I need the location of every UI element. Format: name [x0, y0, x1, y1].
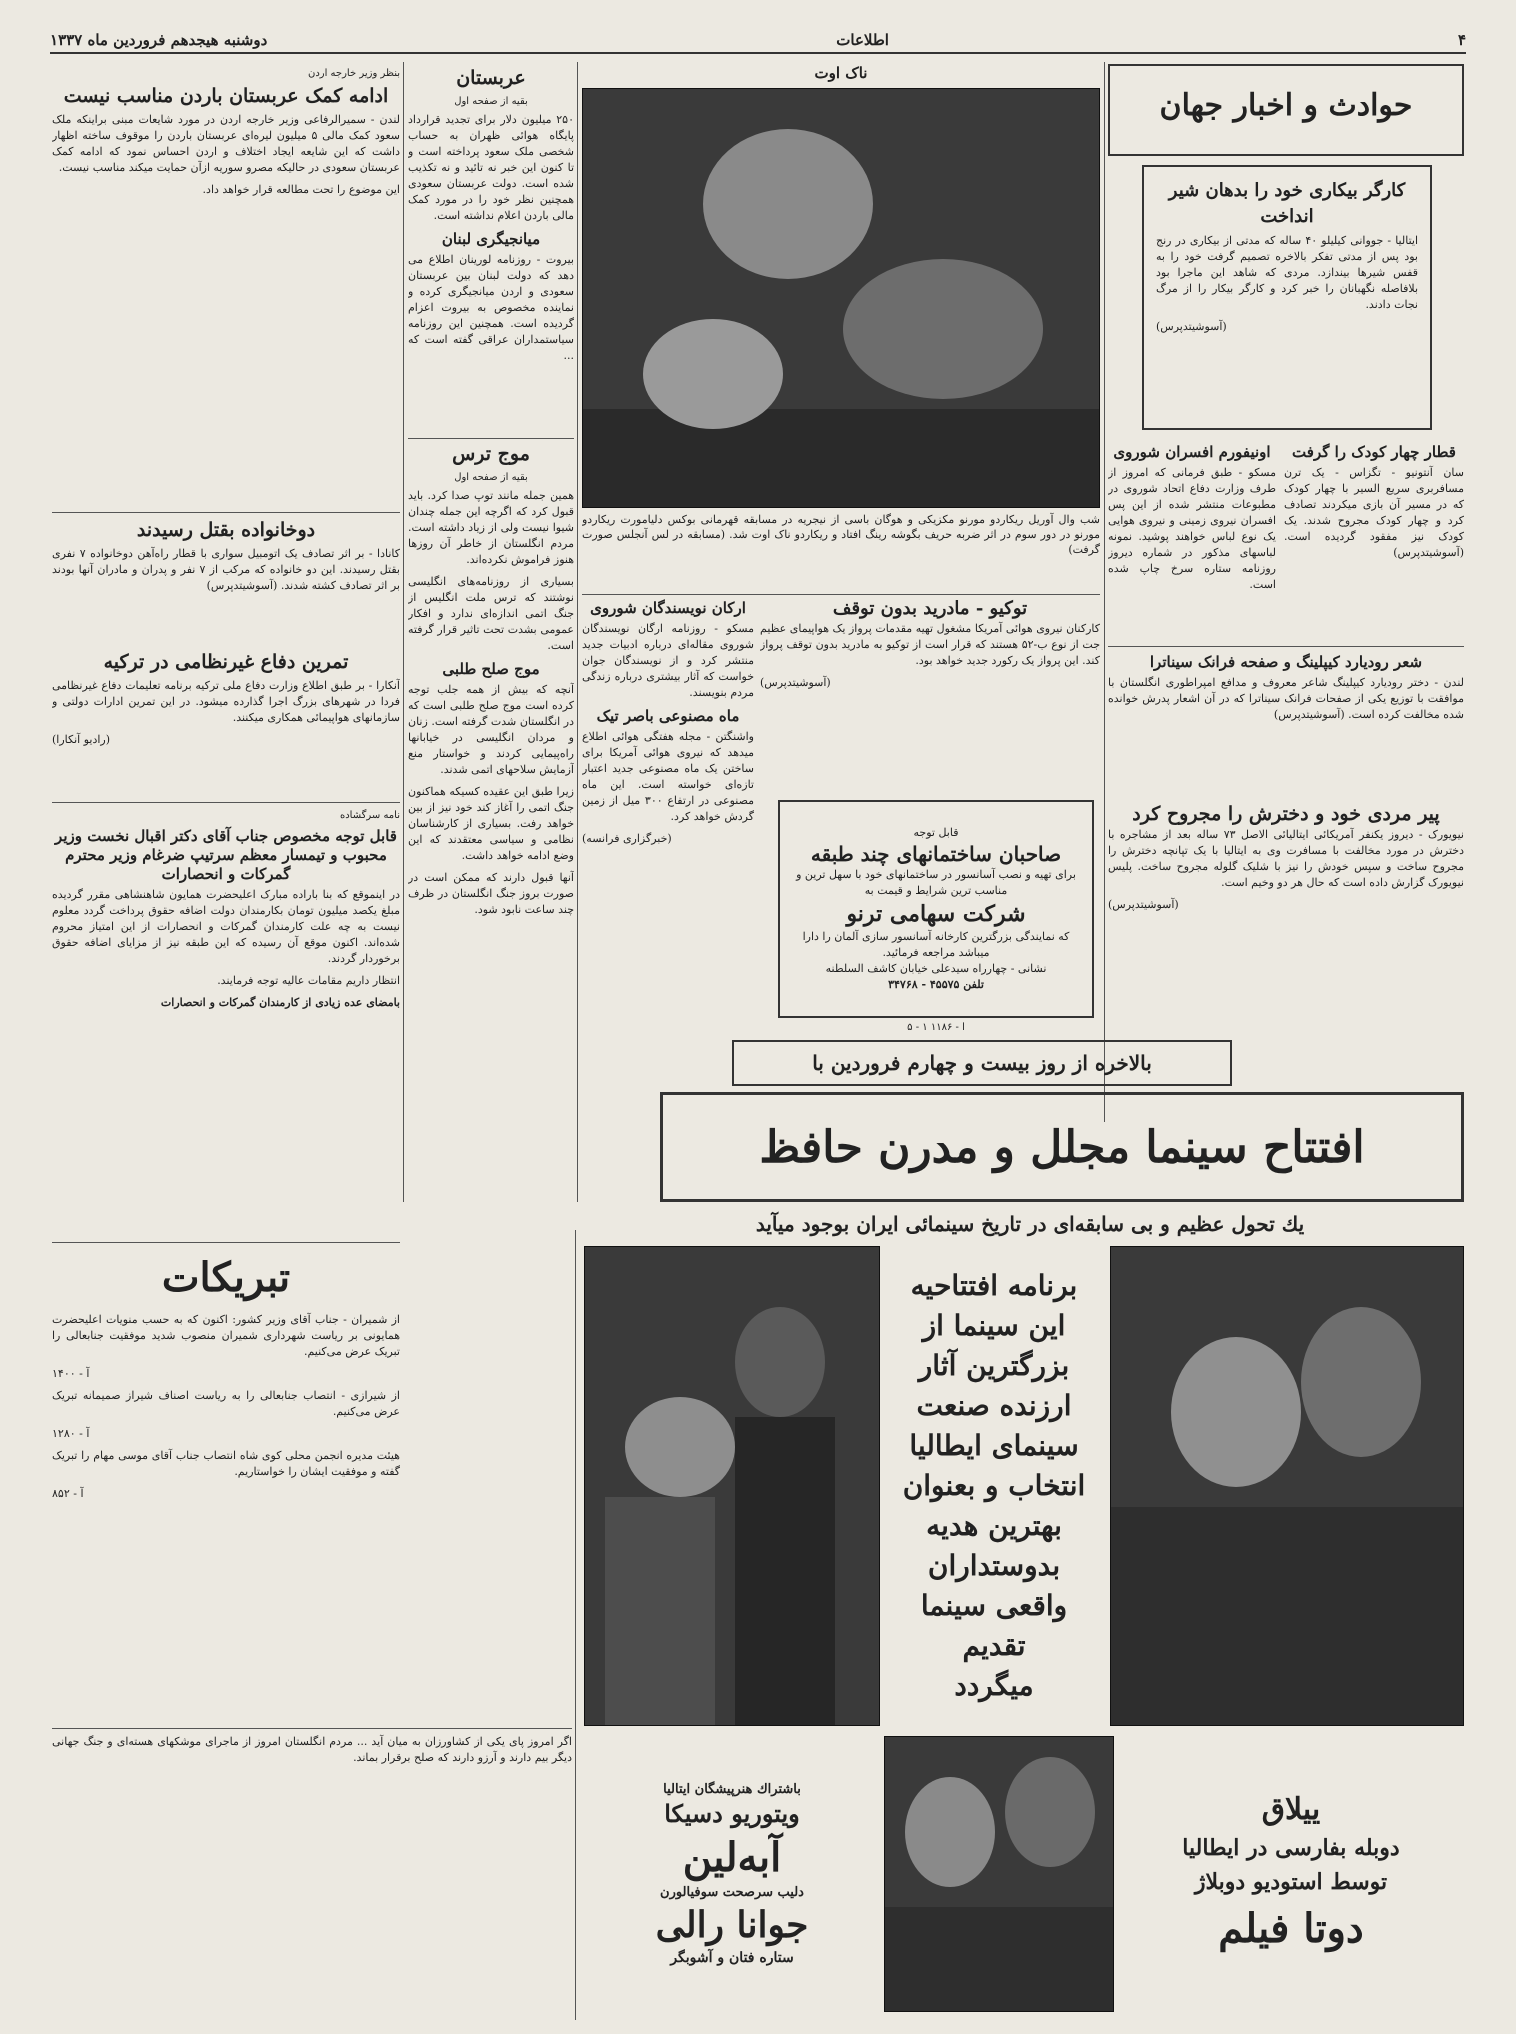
program-line: تقدیم [962, 1629, 1026, 1662]
credits-bottom: ستاره فتان و آشوبگر [670, 1950, 794, 1966]
elevator-kicker: قابل توجه [913, 826, 959, 839]
page-number: ۴ [1457, 31, 1466, 49]
wounded-text: نیویورک - دیروز یکنفر آمریکائی ایتالیائی الاصل ۷۳ ساله بعد از مشاجره با دخترش در مورد مخالفت با مسافرت وی به ایتالیا با یک تپانچه دخترش را مجروح ساخت و سپس خودش را نیز با شلیک گلوله مجروح ساخت. پلیس نیویورک گزارش داده است که حال هر دو وخیم است. [1108, 828, 1464, 889]
open-letter-kicker: نامه سرگشاده [339, 810, 400, 821]
elevator-address: نشانی - چهارراه سیدعلی خیابان کاشف السلطنه [825, 962, 1047, 975]
fear-wave-sub: بقیه از صفحه اول [454, 472, 528, 483]
film-still-portrait [884, 1736, 1114, 2012]
tokyo-text: کارکنان نیروی هوائی آمریکا مشغول تهیه مقدمات پرواز یک هواپیمای عظیم جت از نوع ب-۵۲ هستند که قرار است از توکیو به مادرید بدون توقف پرواز کند. این پرواز یک رکورد جدید خواهد بود. [760, 622, 1100, 667]
congratulations-code: آ - ۸۵۲ [52, 1487, 84, 1500]
congratulations-section [52, 1246, 400, 1726]
turkey-text: آنکارا - بر طبق اطلاع وزارت دفاع ملی ترکیه برنامه تعلیمات دفاع غیرنظامی فردا در شهرهای بزرگ اجرا گذارده میشود. در این تمرین ادارات دولتی و سازمانهای هواپیمائی همکاری میکنند. [52, 679, 400, 724]
unemployed-worker-box [1142, 165, 1432, 430]
tokyo-title: توکیو - مادرید بدون توقف [832, 598, 1028, 619]
jordan-title: ادامه کمک عربستان باردن مناسب نیست [63, 85, 389, 107]
elevator-title: صاحبان ساختمانهای چند طبقه [810, 842, 1062, 866]
turkey-title: تمرین دفاع غیرنظامی در ترکیه [103, 651, 349, 673]
dubbing-line: دوبله بفارسی در ایطالیا [1182, 1835, 1400, 1861]
star-name-2: جوانا رالی [655, 1904, 809, 1946]
soviet-writers-title: ارکان نویسندگان شوروی [590, 599, 746, 617]
jordan-kicker: بنظر وزیر خارجه اردن [307, 68, 400, 79]
wounded-article [1108, 802, 1464, 1024]
boxing-caption: شب وال آوریل ریکاردو مورنو مکزیکی و هوگان باسی از نیجریه در مسابقه قهرمانی بوکس دلیامورت ریکاردو مورنو در دور سوم در اثر ضربه حریف بگوشه رینگ افتاد و ریکاردو ناک اوت شد. (مسابقه در لس آنجلس صورت گرفت) [582, 513, 1100, 556]
uniform-text: مسکو - طبق فرمانی که امروز از طرف وزارت دفاع اتحاد شوروی در مطبوعات منتشر شده از این پس افسران نیروی زمینی و نیروی هوایی یک نوع لباس خواهند پوشید. نمونه لباسهای مذکور در شماره دیروز روزنامه ستاره سرخ چاپ شده است. [1108, 466, 1276, 591]
fear-wave-text-3: آنچه که بیش از همه جلب توجه کرده است موج صلح طلبی است که در انگلستان شدت گرفته است. زنان و مردان انگلیسی در خیابانها راه‌پیمایی کردند و خواستار منع آزمایش سلاحهای اتمی شدند. [408, 683, 574, 776]
bottom-left-paragraph: اگر امروز پای یکی از کشاورزان به میان آید ... مردم انگلستان امروز از ماجرای موشکهای هسته‌ای و جنگ جهانی دیگر بیم دارند و آرزو دارند که صلح برقرار بماند. [52, 1735, 572, 1764]
program-line: واقعی سینما [920, 1589, 1068, 1622]
congratulations-item: از شیرازی - انتصاب جنابعالی را به ریاست اصناف شیراز صمیمانه تبریک عرض می‌کنیم. [52, 1389, 400, 1418]
divider [582, 594, 1100, 595]
fear-wave-text-5: آنها قبول دارند که ممکن است در صورت بروز جنگ انگلستان در ظرف چند ساعت نابود شود. [408, 871, 574, 916]
star-name-1: ویتوریو دسیکا [664, 1799, 800, 1828]
program-line: ارزنده صنعت [916, 1389, 1072, 1422]
fear-wave-title: موج ترس [452, 443, 530, 465]
column-divider [577, 62, 578, 1202]
soviet-writers-text: مسکو - روزنامه ارگان نویسندگان شوروی مقاله‌ای درباره ادبیات جدید منتشر کرد و از نویسندگان جوان خواست که آثار بیشتری درباره زندگی مردم بنویسند. [582, 622, 754, 699]
unemployed-worker-title: کارگر بیکاری خود را بدهان شیر انداخت [1168, 180, 1406, 227]
masthead [50, 28, 1466, 54]
program-line: این سینما از [922, 1309, 1066, 1342]
film-still-couple [584, 1246, 880, 1726]
open-letter-signature: بامضای عده زیادی از کارمندان گمرکات و انحصارات [160, 996, 400, 1009]
unemployed-worker-text: ایتالیا - جووانی کیلیلو ۴۰ ساله که مدتی از بیکاری در رنج بود پس از مدتی تفکر بالاخره تصمیم گرفت خود را به قفس شیرها بیندازد. مردی که شاهد این ماجرا بود بلافاصله نگهبانان را خبر کرد و کارگر بیکار را از مرگ نجات دادند. [1156, 234, 1419, 311]
elevator-text-2: که نمایندگی بزرگترین کارخانه آسانسور سازی آلمان را دارا میباشد مراجعه فرمائید. [802, 930, 1070, 959]
elevator-phone: تلفن ۴۵۵۷۵ - ۳۴۷۶۸ [888, 978, 984, 991]
column-divider [575, 1230, 576, 2020]
cinema-title: افتتاح سینما مجلل و مدرن حافظ [660, 1092, 1464, 1202]
divider [52, 512, 400, 513]
arabia-sub: بقیه از صفحه اول [454, 96, 528, 107]
wounded-title: پیر مردی خود و دخترش را مجروح کرد [1132, 803, 1440, 825]
cinema-program [884, 1246, 1104, 1726]
program-line: بهترین هدیه [926, 1509, 1062, 1542]
world-events-title: حوادث و اخبار جهان [1159, 88, 1413, 123]
divider [52, 802, 400, 803]
open-letter-title: قابل توجه مخصوص جناب آقای دکتر اقبال نخست وزیر محبوب و تیمسار معظم سرتیپ ضرغام وزیر محترم گمرکات و انحصارات [55, 827, 397, 883]
congratulations-item: هیئت مدیره انجمن محلی کوی شاه انتصاب جناب آقای موسی مهام را تبریک گفته و موفقیت ایشان را خواستاریم. [52, 1449, 400, 1478]
satellite-title: ماه مصنوعی باصر تیک [596, 707, 740, 725]
families-killed-article [52, 516, 400, 646]
open-letter-text: در اینموقع که بنا باراده مبارک اعلیحضرت همایون شاهنشاهی مقرر گردیده مبلغ یکصد میلیون تومان بکارمندان دولت اضافه حقوق پرداخت گردد معلوم نیست به چه علت کارمندان گمرکات و انحصارات از این امتیاز محروم شده‌اند. اکنون موقع آن رسیده که این طبقه نیز از مزایای اضافه حقوق برخوردار گردند. [52, 888, 400, 965]
lebanon-mediation-text: بیروت - روزنامه لورینان اطلاع می دهد که دولت لبنان بین عربستان سعودی و اردن میانجیگری کرده و نماینده مخصوص به بیروت اعزام گردیده است. همچنین این روزنامه سیاستمداران عراقی گفته است که ... [408, 253, 574, 362]
lebanon-mediation-title: میانجیگری لبنان [441, 230, 541, 248]
cinema-subtitle: یك تحول عظیم و بی سابقه‌ای در تاریخ سینمائی ایران بوجود میآید [755, 1212, 1305, 1236]
kipling-article [1108, 650, 1464, 800]
jordan-text-2: این موضوع را تحت مطالعه قرار خواهد داد. [202, 183, 400, 196]
divider [408, 438, 574, 439]
congratulations-title: تبریکات [161, 1254, 291, 1301]
fear-wave-text-2: بسیاری از روزنامه‌های انگلیسی نوشتند که ترس ملت انگلیس از جنگ اتمی اندازه‌ای ندارد و افکار عمومی بشدت تحت تاثیر قرار گرفته است. [408, 575, 574, 652]
divider [1108, 646, 1464, 647]
wounded-source: (آسوشیتدپرس) [1108, 898, 1179, 911]
families-killed-text: کانادا - بر اثر تصادف یک اتومبیل سواری با قطار راه‌آهن دوخانواده ۷ نفری بقتل رسیدند. این دو خانواده که مرکب از ۷ نفر و پدران و مادران آنها بودند بر اثر تصادف کشته شدند. (آسوشیتدپرس) [52, 547, 400, 592]
knockout-title: ناک اوت [814, 64, 868, 82]
program-line: برنامه افتتاحیه [910, 1269, 1078, 1302]
program-line: انتخاب و بعنوان [902, 1469, 1086, 1502]
film-title: آبه‌لین [682, 1834, 782, 1881]
program-line: سینمای ایطالیا [909, 1429, 1079, 1462]
turkey-article [52, 648, 400, 798]
kipling-text: لندن - دختر رودیارد کیپلینگ شاعر معروف و مدافع امپراطوری انگلستان با موافقت با توزیع یکی از صفحات فرانک سیناترا که در آن اشعار پدرش خوانده شده مخالفت کرده است. (آسوشیتدپرس) [1108, 676, 1464, 721]
film-subtitle: دلیب سرصحت سوفیالورن [660, 1885, 804, 1900]
dubbing-credits [1118, 1736, 1464, 2012]
newspaper-logo: اطلاعات [836, 31, 889, 49]
satellite-text: واشنگتن - مجله هفتگی هوائی اطلاع میدهد که نیروی هوائی آمریکا برای ساختن یک ماه مصنوعی جدید اعتبار تازه‌ای خواسته است. این ماه مصنوعی در ارتفاع ۳۰۰ میل از زمین گردش خواهد کرد. [582, 730, 754, 823]
film-still-lovers [1110, 1246, 1464, 1726]
kipling-title: شعر رودیارد کیپلینگ و صفحه فرانک سیناترا [1149, 653, 1423, 671]
train-title: قطار چهار کودک را گرفت [1292, 443, 1456, 461]
families-killed-title: دوخانواده بقتل رسیدند [136, 519, 316, 541]
arabia-title: عربستان [456, 67, 526, 89]
soviet-source: (خبرگزاری فرانسه) [582, 832, 672, 845]
bottom-left-text [52, 1734, 572, 2004]
fear-wave-text-4: زیرا طبق این عقیده کسیکه هماکنون جنگ اتمی را آغاز کند خود نیز از بین خواهد رفت. بسیاری از کارشناسان نظامی و سیاسی معتقدند که این وضع ادامه خواهد داشت. [408, 785, 574, 862]
world-events-header [1108, 64, 1464, 156]
congratulations-code: آ - ۱۲۸۰ [52, 1427, 90, 1440]
credits-top: باشتراك هنرپیشگان ایتالیا [663, 1782, 801, 1797]
peace-wave-title: موج صلح طلبی [442, 660, 540, 678]
elevator-ad-code: آ - ۱۱۸۶ ۱ - ۵ [907, 1022, 965, 1033]
unemployed-worker-source: (آسوشیتدپرس) [1156, 320, 1227, 333]
train-article [1284, 440, 1464, 640]
studio-line: توسط استودیو دوبلاژ [1194, 1869, 1388, 1895]
jordan-article [52, 64, 400, 250]
arabia-article [408, 64, 574, 436]
program-line: میگردد [954, 1669, 1034, 1702]
boxing-photo [582, 88, 1100, 508]
fear-wave-article [408, 440, 574, 1200]
elevator-company: شرکت سهامی ترنو [846, 901, 1026, 927]
studio-name: دوتا فیلم [1218, 1905, 1364, 1952]
open-letter-text-2: انتظار داریم مقامات عالیه توجه فرمایند. [217, 974, 400, 987]
column-divider [403, 62, 404, 1202]
divider [52, 1242, 400, 1243]
fear-wave-text-1: همین جمله مانند توپ صدا کرد. باید قبول کرد که اگرچه این جمله چندان شیوا نیست ولی از زیاد داشته است. مردم انگلستان از خاطر آن روزها هنوز فراموش نکرده‌اند. [408, 489, 574, 566]
arabia-text: ۲۵۰ میلیون دلار برای تجدید قرارداد پایگاه هوائی ظهران به حساب شخصی ملک سعود پرداخته است و تا کنون این خبر نه تائید و نه تکذیب شده است. دولت عربستان سعودی همچنین نظر خود را در مورد کمک مالی باردن اعلام نداشته است. [408, 113, 574, 222]
turkey-source: (رادیو آنکارا) [52, 733, 111, 746]
column-divider [1104, 62, 1105, 1122]
congratulations-item: از شمیران - جناب آقای وزیر کشور: اکنون که به حسب منویات اعلیحضرت همایونی بر ریاست شهرداری شمیران منصوب شدید موفقیت جنابعالی را تبریک عرض می‌کنیم. [52, 1313, 400, 1358]
program-line: بزرگترین آثار [918, 1349, 1070, 1382]
divider [52, 1728, 572, 1729]
cinema-pretitle: بالاخره از روز بیست و چهارم فروردین با [732, 1040, 1232, 1086]
jordan-text: لندن - سمیرالرفاعی وزیر خارجه اردن در مورد شایعات مبنی براینکه ملک سعود کمک مالی ۵ میلیون لیره‌ای عربستان باردن را موقوف ساخته اظهار داشت که این شایعه ایجاد اختلاف و اردن احساس نمود که ادامه کمک عربستان سعودی در حالیکه مصرو سوریه ازآن حمایت میکند مناسب نیست. [52, 113, 400, 174]
issue-date: دوشنبه هیجدهم فروردین ماه ۱۳۳۷ [50, 31, 268, 49]
soviet-writers-article [582, 596, 754, 1068]
ylaq-title: ییلاق [1261, 1792, 1321, 1827]
uniform-article [1108, 440, 1276, 640]
uniform-title: اونیفورم افسران شوروی [1113, 443, 1271, 461]
film-credits [584, 1736, 880, 2012]
tokyo-source: (آسوشیتدپرس) [760, 676, 831, 689]
program-line: بدوستداران [927, 1549, 1061, 1582]
elevator-text: برای تهیه و نصب آسانسور در ساختمانهای خود با سهل ترین و مناسب ترین شرایط و قیمت به [796, 868, 1076, 897]
tokyo-article [760, 596, 1100, 792]
elevator-ad [778, 800, 1094, 1018]
open-letter-article [52, 806, 400, 1276]
congratulations-code: آ - ۱۴۰۰ [52, 1367, 90, 1380]
train-text: سان آنتونیو - تگزاس - یک ترن مسافربری سریع السیر با چهار کودک که در مسیر آن بازی میکردند تصادف کرد و چهار کودک مجروح شدند. یک کودک نیز مفقود گردیده است. (آسوشیتدپرس) [1284, 466, 1464, 559]
